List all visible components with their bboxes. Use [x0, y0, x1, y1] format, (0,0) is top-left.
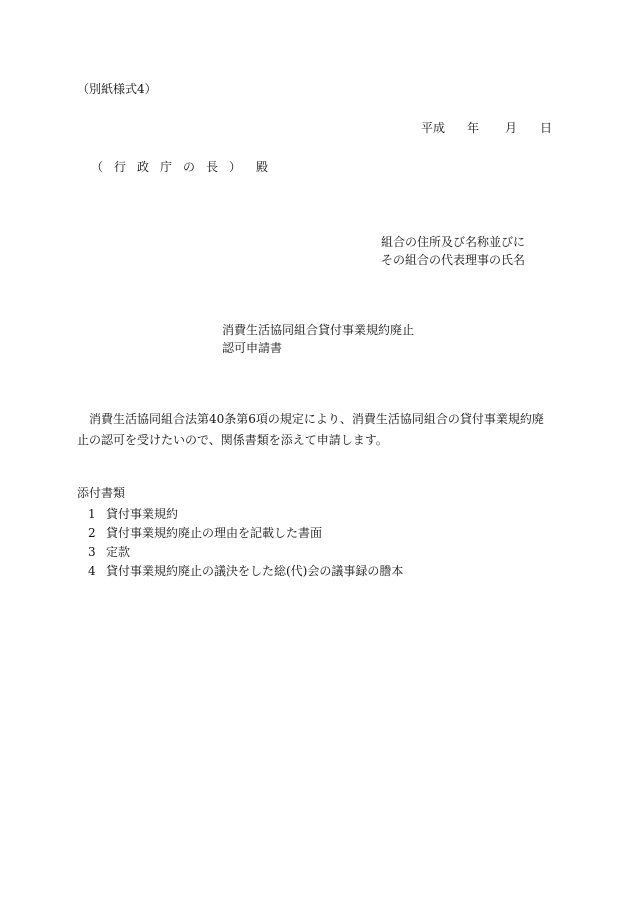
- applicant-line-2: その組合の代表理事の氏名: [381, 253, 526, 267]
- list-item: [88, 543, 403, 562]
- list-item-number: 2: [88, 526, 96, 540]
- date-month-label: 月: [505, 121, 518, 135]
- date-day-label: 日: [540, 121, 553, 135]
- list-item-number: 1: [88, 507, 96, 521]
- list-item-text: 定款: [106, 545, 131, 559]
- list-item-number: 3: [88, 545, 96, 559]
- list-item-text: 貸付事業規約廃止の議決をした総(代)会の議事録の謄本: [106, 564, 404, 578]
- list-item: [88, 524, 403, 543]
- list-item-text: 貸付事業規約廃止の理由を記載した書面: [106, 526, 323, 540]
- list-item: [88, 505, 403, 524]
- attachments-heading: 添付書類: [77, 486, 126, 500]
- applicant-line-1: 組合の住所及び名称並びに: [381, 235, 526, 249]
- list-item-number: 4: [88, 564, 96, 578]
- body-paragraph: 消費生活協同組合法第40条第6項の規定により、消費生活協同組合の貸付事業規約廃止の認可を受けたいので、関係書類を添えて申請します。: [77, 412, 544, 447]
- list-item: [88, 562, 403, 581]
- attachments-list: [88, 505, 403, 581]
- list-item-text: 貸付事業規約: [106, 507, 179, 521]
- date-year-label: 年: [467, 121, 480, 135]
- document-title-line-2: 認可申請書: [222, 341, 283, 355]
- document-title-line-1: 消費生活協同組合貸付事業規約廃止: [222, 323, 415, 337]
- form-label: （別紙様式4）: [77, 82, 157, 96]
- date-era: 平成: [421, 121, 446, 135]
- addressee: [91, 161, 268, 173]
- addressee-office: （行政庁の長）: [91, 160, 253, 174]
- addressee-honorific: 殿: [256, 160, 269, 174]
- document-title: [222, 321, 414, 357]
- applicant-block: [381, 233, 525, 269]
